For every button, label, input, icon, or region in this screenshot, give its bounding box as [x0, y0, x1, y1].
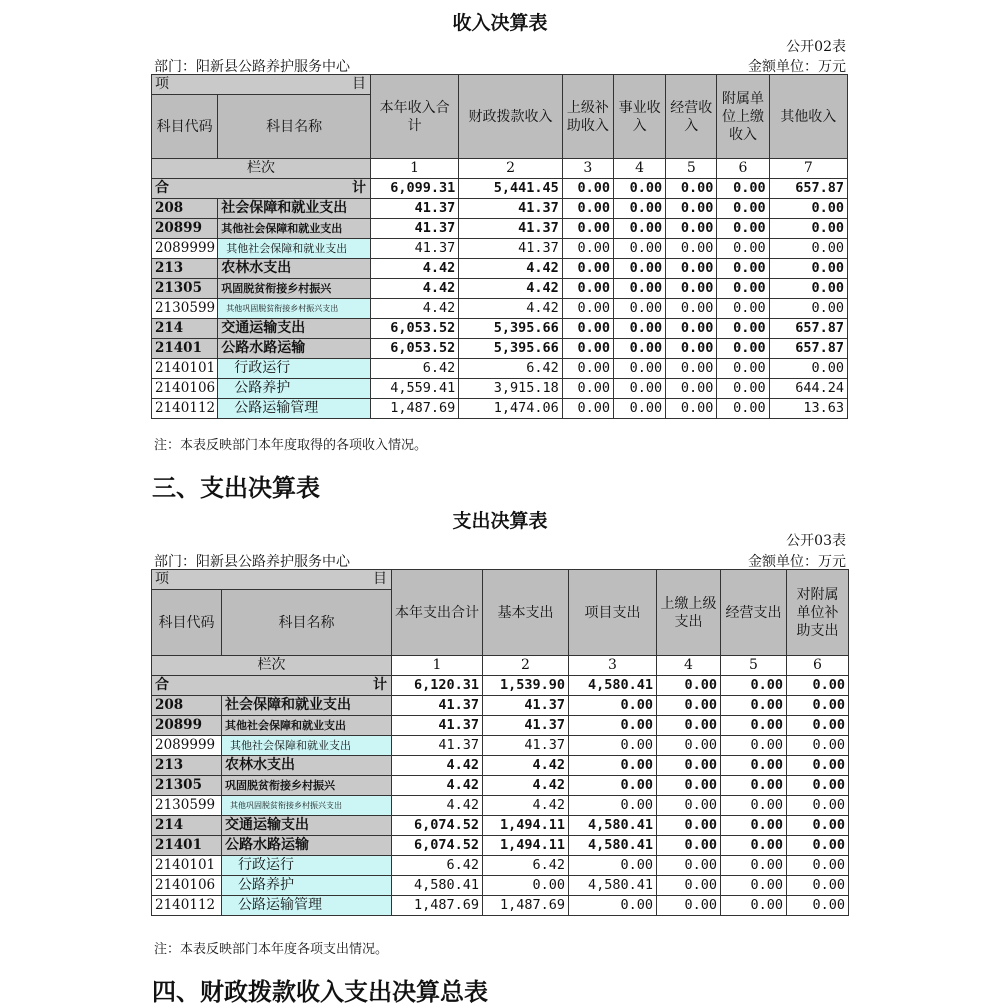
- income-cell: 4,559.41: [370, 379, 458, 399]
- income-cell: 0.00: [769, 259, 847, 279]
- expense-cell: 6,074.52: [392, 836, 483, 856]
- income-row: [152, 319, 848, 339]
- expense-row-name: 交通运输支出: [222, 816, 392, 836]
- income-header-name: 科目名称: [218, 95, 371, 159]
- expense-cell: 0.00: [569, 696, 657, 716]
- expense-row-name: 农林水支出: [222, 756, 392, 776]
- expense-row-code: 208: [152, 696, 222, 716]
- expense-col-num: 5: [721, 656, 787, 676]
- income-cell: 0.00: [666, 259, 717, 279]
- income-cell: 0.00: [613, 359, 665, 379]
- expense-cell: 0.00: [569, 896, 657, 916]
- income-cell: 6,053.52: [370, 319, 458, 339]
- income-col-num: 1: [370, 159, 458, 179]
- income-row-code: 2140101: [152, 359, 218, 379]
- income-row-name: 其他巩固脱贫衔接乡村振兴支出: [218, 299, 371, 319]
- income-cell: 6,053.52: [370, 339, 458, 359]
- income-cell: 0.00: [562, 379, 613, 399]
- expense-col-header-3: 项目支出: [569, 570, 657, 656]
- income-row-name: 行政运行: [218, 359, 371, 379]
- income-header-item-label: 项: [155, 76, 169, 92]
- income-row-name: 其他社会保障和就业支出: [218, 219, 371, 239]
- expense-row: [152, 716, 849, 736]
- expense-col-header-4: 上缴上级支出: [657, 570, 721, 656]
- income-cell: 4.42: [459, 259, 562, 279]
- section-heading-4: 四、财政拨款收入支出决算总表: [152, 978, 488, 1006]
- income-header: [152, 75, 848, 179]
- expense-cell: 0.00: [657, 896, 721, 916]
- income-cell: 0.00: [717, 239, 769, 259]
- expense-total-cell: 6,120.31: [392, 676, 483, 696]
- expense-col-header-1: 本年支出合计: [392, 570, 483, 656]
- expense-lanci-label: 栏次: [152, 656, 392, 676]
- expense-cell: 41.37: [392, 716, 483, 736]
- income-col-num: 7: [769, 159, 847, 179]
- income-total-cell: 6,099.31: [370, 179, 458, 199]
- income-cell: 0.00: [613, 299, 665, 319]
- income-cell: 0.00: [769, 299, 847, 319]
- expense-col-num: 6: [787, 656, 849, 676]
- expense-row-code: 2140106: [152, 876, 222, 896]
- income-row-code: 213: [152, 259, 218, 279]
- expense-cell: 0.00: [569, 736, 657, 756]
- income-row: [152, 379, 848, 399]
- expense-total-cell: 0.00: [721, 676, 787, 696]
- income-row-name: 社会保障和就业支出: [218, 199, 371, 219]
- income-col-header-3: 上级补助收入: [562, 75, 613, 159]
- income-cell: 657.87: [769, 339, 847, 359]
- income-row: [152, 299, 848, 319]
- expense-row-name: 其他社会保障和就业支出: [222, 716, 392, 736]
- expense-cell: 4.42: [392, 776, 483, 796]
- income-cell: 4.42: [459, 279, 562, 299]
- income-row: [152, 239, 848, 259]
- expense-col-num: 1: [392, 656, 483, 676]
- income-total-cell: 0.00: [666, 179, 717, 199]
- income-row-code: 2130599: [152, 299, 218, 319]
- income-row-name: 交通运输支出: [218, 319, 371, 339]
- income-cell: 0.00: [666, 399, 717, 419]
- income-cell: 0.00: [562, 319, 613, 339]
- income-cell: 0.00: [613, 239, 665, 259]
- expense-cell: 0.00: [721, 776, 787, 796]
- expense-cell: 6,074.52: [392, 816, 483, 836]
- expense-total: [152, 676, 849, 696]
- income-row-code: 21401: [152, 339, 218, 359]
- expense-cell: 0.00: [787, 816, 849, 836]
- income-col-num: 5: [666, 159, 717, 179]
- expense-col-header-5: 经营支出: [721, 570, 787, 656]
- income-cell: 0.00: [613, 259, 665, 279]
- expense-total-cell: 0.00: [787, 676, 849, 696]
- income-cell: 6.42: [370, 359, 458, 379]
- income-total-cell: 5,441.45: [459, 179, 562, 199]
- income-row: [152, 279, 848, 299]
- income-cell: 0.00: [562, 299, 613, 319]
- income-cell: 0.00: [717, 399, 769, 419]
- income-table: [151, 74, 848, 419]
- income-col-num: 4: [613, 159, 665, 179]
- income-cell: 0.00: [613, 219, 665, 239]
- expense-cell: 0.00: [569, 756, 657, 776]
- income-col-header-7: 其他收入: [769, 75, 847, 159]
- income-row-name: 公路养护: [218, 379, 371, 399]
- income-cell: 0.00: [666, 359, 717, 379]
- income-total-cell: 0.00: [562, 179, 613, 199]
- expense-cell: 4,580.41: [569, 836, 657, 856]
- income-cell: 0.00: [769, 359, 847, 379]
- expense-cell: 0.00: [569, 776, 657, 796]
- income-cell: 0.00: [613, 199, 665, 219]
- income-col-header-2: 财政拨款收入: [459, 75, 562, 159]
- income-cell: 0.00: [562, 219, 613, 239]
- expense-header-name: 科目名称: [222, 590, 392, 656]
- expense-row-name: 巩固脱贫衔接乡村振兴: [222, 776, 392, 796]
- expense-cell: 0.00: [657, 776, 721, 796]
- income-cell: 41.37: [459, 219, 562, 239]
- expense-col-num: 4: [657, 656, 721, 676]
- expense-header: [152, 570, 849, 676]
- income-cell: 41.37: [459, 239, 562, 259]
- income-col-header-6: 附属单位上缴收入: [717, 75, 769, 159]
- expense-row-code: 21305: [152, 776, 222, 796]
- income-col-num: 6: [717, 159, 769, 179]
- expense-cell: 0.00: [721, 716, 787, 736]
- expense-cell: 6.42: [392, 856, 483, 876]
- expense-row-name: 公路养护: [222, 876, 392, 896]
- expense-row: [152, 776, 849, 796]
- expense-row-code: 2140101: [152, 856, 222, 876]
- expense-cell: 0.00: [569, 796, 657, 816]
- income-cell: 0.00: [562, 239, 613, 259]
- expense-cell: 0.00: [787, 836, 849, 856]
- income-cell: 0.00: [562, 279, 613, 299]
- expense-cell: 0.00: [657, 836, 721, 856]
- income-cell: 0.00: [666, 379, 717, 399]
- expense-row-code: 2140112: [152, 896, 222, 916]
- expense-cell: 4,580.41: [569, 816, 657, 836]
- expense-cell: 0.00: [721, 856, 787, 876]
- income-row-code: 214: [152, 319, 218, 339]
- income-cell: 5,395.66: [459, 339, 562, 359]
- income-cell: 0.00: [613, 279, 665, 299]
- income-cell: 0.00: [666, 279, 717, 299]
- income-cell: 0.00: [613, 319, 665, 339]
- income-table-number: 公开02表: [786, 39, 846, 55]
- income-cell: 4.42: [370, 259, 458, 279]
- expense-row-name: 行政运行: [222, 856, 392, 876]
- expense-department: 部门：阳新县公路养护服务中心: [154, 554, 350, 570]
- expense-cell: 6.42: [483, 856, 569, 876]
- expense-row: [152, 876, 849, 896]
- income-body: [152, 199, 848, 419]
- income-row-code: 2140112: [152, 399, 218, 419]
- income-row: [152, 199, 848, 219]
- expense-cell: 0.00: [721, 836, 787, 856]
- income-cell: 0.00: [717, 359, 769, 379]
- income-cell: 0.00: [666, 199, 717, 219]
- income-row-code: 2089999: [152, 239, 218, 259]
- expense-total-cell: 4,580.41: [569, 676, 657, 696]
- expense-row-name: 公路水路运输: [222, 836, 392, 856]
- expense-cell: 41.37: [483, 736, 569, 756]
- income-cell: 4.42: [459, 299, 562, 319]
- income-cell: 41.37: [370, 239, 458, 259]
- income-row: [152, 399, 848, 419]
- income-cell: 0.00: [562, 199, 613, 219]
- expense-table: [151, 569, 849, 916]
- income-row: [152, 219, 848, 239]
- income-cell: 41.37: [370, 219, 458, 239]
- expense-cell: 4.42: [392, 796, 483, 816]
- income-cell: 0.00: [562, 339, 613, 359]
- expense-cell: 0.00: [787, 716, 849, 736]
- income-row: [152, 359, 848, 379]
- expense-cell: 4.42: [483, 796, 569, 816]
- income-cell: 1,474.06: [459, 399, 562, 419]
- expense-row-name: 公路运输管理: [222, 896, 392, 916]
- income-cell: 0.00: [613, 339, 665, 359]
- expense-row: [152, 896, 849, 916]
- expense-cell: 0.00: [787, 756, 849, 776]
- expense-row: [152, 796, 849, 816]
- expense-total-cell: 0.00: [657, 676, 721, 696]
- expense-body: [152, 696, 849, 916]
- expense-cell: 0.00: [721, 876, 787, 896]
- expense-cell: 4,580.41: [392, 876, 483, 896]
- expense-cell: 0.00: [569, 716, 657, 736]
- expense-col-num: 3: [569, 656, 657, 676]
- expense-total-label: [152, 676, 392, 696]
- expense-cell: 0.00: [787, 876, 849, 896]
- income-header-item: [152, 75, 371, 95]
- income-row-code: 21305: [152, 279, 218, 299]
- income-cell: 41.37: [459, 199, 562, 219]
- income-cell: 0.00: [717, 259, 769, 279]
- expense-cell: 41.37: [483, 716, 569, 736]
- income-cell: 0.00: [666, 219, 717, 239]
- expense-cell: 0.00: [721, 696, 787, 716]
- expense-cell: 0.00: [721, 816, 787, 836]
- expense-cell: 1,494.11: [483, 836, 569, 856]
- income-cell: 0.00: [769, 219, 847, 239]
- income-department: 部门：阳新县公路养护服务中心: [154, 59, 350, 75]
- income-cell: 0.00: [717, 199, 769, 219]
- expense-cell: 4.42: [392, 756, 483, 776]
- income-header-code: 科目代码: [152, 95, 218, 159]
- expense-row-name: 其他巩固脱贫衔接乡村振兴支出: [222, 796, 392, 816]
- income-cell: 0.00: [666, 239, 717, 259]
- expense-row: [152, 856, 849, 876]
- expense-cell: 0.00: [787, 856, 849, 876]
- income-row-code: 2140106: [152, 379, 218, 399]
- income-total-cell: 657.87: [769, 179, 847, 199]
- expense-cell: 1,487.69: [483, 896, 569, 916]
- income-cell: 4.42: [370, 299, 458, 319]
- income-cell: 0.00: [666, 339, 717, 359]
- expense-row-code: 2130599: [152, 796, 222, 816]
- income-cell: 0.00: [717, 379, 769, 399]
- income-row: [152, 339, 848, 359]
- income-row-name: 农林水支出: [218, 259, 371, 279]
- expense-total-cell: 1,539.90: [483, 676, 569, 696]
- income-row-name: 巩固脱贫衔接乡村振兴: [218, 279, 371, 299]
- income-col-num: 2: [459, 159, 562, 179]
- income-cell: 0.00: [717, 339, 769, 359]
- income-cell: 13.63: [769, 399, 847, 419]
- expense-row: [152, 736, 849, 756]
- expense-row-code: 213: [152, 756, 222, 776]
- expense-cell: 0.00: [569, 856, 657, 876]
- income-total: [152, 179, 848, 199]
- expense-col-num: 2: [483, 656, 569, 676]
- income-row-code: 208: [152, 199, 218, 219]
- expense-header-mu-label: 目: [373, 571, 387, 587]
- income-cell: 5,395.66: [459, 319, 562, 339]
- income-total-right: 计: [351, 180, 366, 196]
- expense-table-title: 支出决算表: [452, 510, 548, 532]
- income-cell: 0.00: [769, 199, 847, 219]
- expense-row-name: 社会保障和就业支出: [222, 696, 392, 716]
- expense-cell: 41.37: [392, 736, 483, 756]
- expense-row: [152, 756, 849, 776]
- income-cell: 0.00: [717, 299, 769, 319]
- expense-header-code: 科目代码: [152, 590, 222, 656]
- expense-total-right: 计: [373, 677, 387, 693]
- expense-cell: 0.00: [657, 716, 721, 736]
- expense-cell: 4.42: [483, 756, 569, 776]
- income-row-name: 其他社会保障和就业支出: [218, 239, 371, 259]
- expense-cell: 41.37: [392, 696, 483, 716]
- income-cell: 0.00: [562, 399, 613, 419]
- section-heading-3: 三、支出决算表: [152, 474, 320, 502]
- expense-row-code: 21401: [152, 836, 222, 856]
- expense-row: [152, 816, 849, 836]
- expense-cell: 0.00: [657, 756, 721, 776]
- expense-cell: 0.00: [787, 736, 849, 756]
- expense-cell: 0.00: [657, 876, 721, 896]
- expense-cell: 0.00: [657, 796, 721, 816]
- income-cell: 3,915.18: [459, 379, 562, 399]
- income-cell: 0.00: [666, 299, 717, 319]
- expense-col-header-2: 基本支出: [483, 570, 569, 656]
- expense-cell: 0.00: [657, 856, 721, 876]
- income-cell: 657.87: [769, 319, 847, 339]
- income-cell: 41.37: [370, 199, 458, 219]
- expense-cell: 0.00: [787, 776, 849, 796]
- expense-row: [152, 696, 849, 716]
- income-row-code: 20899: [152, 219, 218, 239]
- expense-cell: 41.37: [483, 696, 569, 716]
- expense-row-name: 其他社会保障和就业支出: [222, 736, 392, 756]
- income-total-cell: 0.00: [717, 179, 769, 199]
- income-row: [152, 259, 848, 279]
- income-cell: 0.00: [666, 319, 717, 339]
- expense-table-number: 公开03表: [786, 533, 846, 549]
- income-row-name: 公路水路运输: [218, 339, 371, 359]
- income-col-header-5: 经营收入: [666, 75, 717, 159]
- expense-cell: 0.00: [483, 876, 569, 896]
- expense-cell: 1,494.11: [483, 816, 569, 836]
- income-cell: 0.00: [717, 219, 769, 239]
- income-cell: 1,487.69: [370, 399, 458, 419]
- expense-cell: 4.42: [483, 776, 569, 796]
- income-total-left: 合: [155, 180, 169, 196]
- expense-cell: 0.00: [657, 696, 721, 716]
- expense-header-item-label: 项: [155, 571, 169, 587]
- income-cell: 0.00: [717, 319, 769, 339]
- income-col-num: 3: [562, 159, 613, 179]
- income-note: 注：本表反映部门本年度取得的各项收入情况。: [154, 438, 428, 453]
- expense-cell: 0.00: [787, 696, 849, 716]
- income-table-title: 收入决算表: [452, 12, 548, 34]
- income-row-name: 公路运输管理: [218, 399, 371, 419]
- income-cell: 4.42: [370, 279, 458, 299]
- income-cell: 0.00: [769, 279, 847, 299]
- expense-note: 注：本表反映部门本年度各项支出情况。: [154, 942, 389, 957]
- expense-header-item: [152, 570, 392, 590]
- income-cell: 644.24: [769, 379, 847, 399]
- expense-cell: 0.00: [657, 736, 721, 756]
- income-cell: 0.00: [613, 379, 665, 399]
- expense-cell: 0.00: [787, 796, 849, 816]
- expense-total-left: 合: [155, 677, 169, 693]
- expense-amount-unit: 金额单位：万元: [748, 554, 846, 570]
- income-cell: 0.00: [769, 239, 847, 259]
- income-amount-unit: 金额单位：万元: [748, 59, 846, 75]
- income-cell: 0.00: [613, 399, 665, 419]
- expense-cell: 0.00: [721, 736, 787, 756]
- income-cell: 0.00: [562, 359, 613, 379]
- income-cell: 0.00: [717, 279, 769, 299]
- expense-row-code: 214: [152, 816, 222, 836]
- expense-cell: 0.00: [787, 896, 849, 916]
- income-lanci-label: 栏次: [152, 159, 371, 179]
- expense-row-code: 20899: [152, 716, 222, 736]
- income-cell: 0.00: [562, 259, 613, 279]
- income-cell: 6.42: [459, 359, 562, 379]
- expense-cell: 0.00: [721, 796, 787, 816]
- expense-cell: 0.00: [657, 816, 721, 836]
- expense-row-code: 2089999: [152, 736, 222, 756]
- income-total-cell: 0.00: [613, 179, 665, 199]
- income-total-label: [152, 179, 371, 199]
- expense-row: [152, 836, 849, 856]
- income-col-header-1: 本年收入合计: [370, 75, 458, 159]
- income-col-header-4: 事业收入: [613, 75, 665, 159]
- expense-cell: 0.00: [721, 756, 787, 776]
- income-header-mu-label: 目: [351, 76, 366, 92]
- expense-cell: 1,487.69: [392, 896, 483, 916]
- expense-cell: 0.00: [721, 896, 787, 916]
- expense-cell: 4,580.41: [569, 876, 657, 896]
- expense-col-header-6: 对附属单位补助支出: [787, 570, 849, 656]
